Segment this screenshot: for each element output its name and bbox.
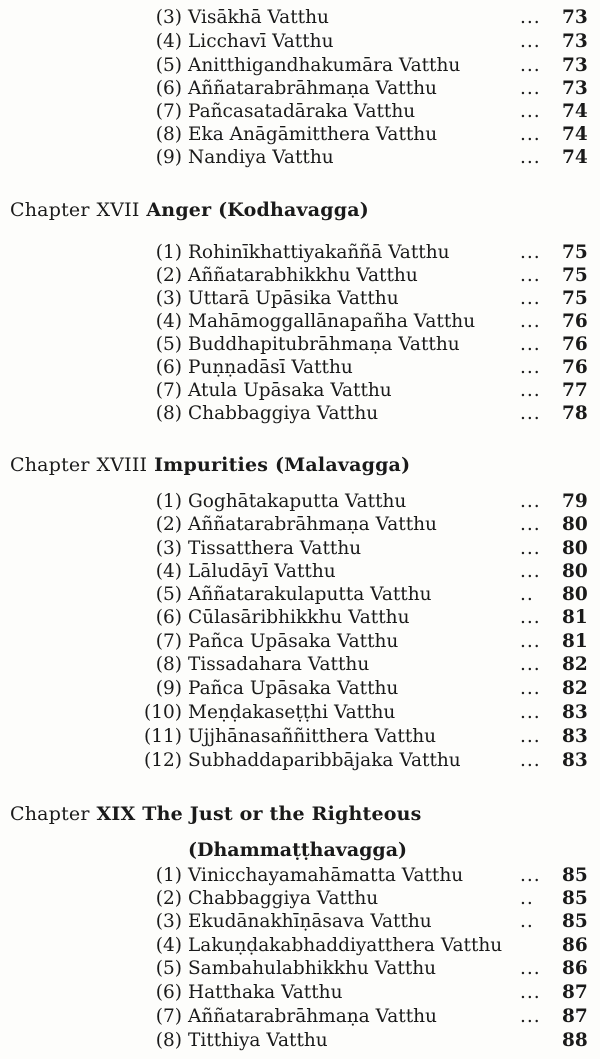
toc-entry <box>0 630 600 653</box>
entry-title: Ekudānakhīṇāsava Vatthu <box>188 911 432 932</box>
entry-title: Meṇḍakaseṭṭhi Vatthu <box>188 702 396 723</box>
entry-title: Rohinīkhattiyakaññā Vatthu <box>188 242 450 263</box>
entry-number: (7) <box>155 101 182 122</box>
entry-title: Sambahulabhikkhu Vatthu <box>188 958 437 979</box>
entry-title: Pañcasatadāraka Vatthu <box>188 101 416 122</box>
entry-number: (5) <box>155 584 182 605</box>
entry-number: (9) <box>155 678 182 699</box>
toc-entry <box>0 864 600 887</box>
toc-entry <box>0 583 600 606</box>
entry-title: Buddhapitubrāhmaṇa Vatthu <box>188 334 460 355</box>
toc-entry <box>0 1029 600 1052</box>
toc-entry <box>0 287 600 310</box>
page-number: 73 <box>562 7 588 28</box>
entry-number: (6) <box>155 982 182 1003</box>
entry-title: Visākhā Vatthu <box>188 7 329 28</box>
entry-title: Cūlasāribhikkhu Vatthu <box>188 607 410 628</box>
entry-title: Atula Upāsaka Vatthu <box>188 380 392 401</box>
toc-entry <box>0 100 600 123</box>
page-number: 74 <box>562 147 588 168</box>
page-number: 75 <box>562 242 588 263</box>
toc-entry <box>0 77 600 100</box>
page-number: 86 <box>562 935 588 956</box>
leader-dots: ... <box>520 311 541 332</box>
page-number: 87 <box>562 982 588 1003</box>
entry-number: (2) <box>155 514 182 535</box>
toc-entry <box>0 310 600 333</box>
leader-dots: .. <box>520 911 534 932</box>
entry-title: Lāludāyī Vatthu <box>188 561 336 582</box>
entry-number: (7) <box>155 380 182 401</box>
page-number: 88 <box>562 1030 588 1051</box>
toc-entry <box>0 54 600 77</box>
entry-number: (6) <box>155 607 182 628</box>
entry-number: (7) <box>155 1006 182 1027</box>
page-number: 76 <box>562 311 588 332</box>
entry-title: Hatthaka Vatthu <box>188 982 343 1003</box>
entry-number: (4) <box>155 31 182 52</box>
page-number: 85 <box>562 888 588 909</box>
entry-number: (6) <box>155 78 182 99</box>
toc-entry <box>0 677 600 700</box>
entry-title: Aññatarakulaputta Vatthu <box>188 584 432 605</box>
entry-number: (2) <box>155 265 182 286</box>
entry-title: Chabbaggiya Vatthu <box>188 888 379 909</box>
entry-title: Tissadahara Vatthu <box>188 654 370 675</box>
entry-number: (2) <box>155 888 182 909</box>
leader-dots: ... <box>520 491 541 512</box>
entry-number: (3) <box>155 7 182 28</box>
entry-number: (1) <box>155 865 182 886</box>
entry-title: Chabbaggiya Vatthu <box>188 403 379 424</box>
leader-dots: ... <box>520 865 541 886</box>
leader-dots: ... <box>520 750 541 771</box>
toc-entry <box>0 537 600 560</box>
page-number: 83 <box>562 726 588 747</box>
leader-dots: ... <box>520 55 541 76</box>
leader-dots: ... <box>520 7 541 28</box>
leader-dots: ... <box>520 265 541 286</box>
chapter-prefix: Chapter <box>10 199 90 221</box>
chapter-number: XIX <box>96 803 136 825</box>
chapter-prefix: Chapter <box>10 454 90 476</box>
chapter-title: The Just or the Righteous <box>142 803 422 825</box>
leader-dots: ... <box>520 403 541 424</box>
entry-title: Anitthigandhakumāra Vatthu <box>188 55 461 76</box>
chapter-prefix: Chapter <box>10 803 90 825</box>
toc-entry <box>0 30 600 53</box>
toc-entry <box>0 379 600 402</box>
leader-dots: ... <box>520 514 541 535</box>
entry-number: (1) <box>155 491 182 512</box>
entry-number: (9) <box>155 147 182 168</box>
toc-entry <box>0 725 600 748</box>
page-number: 74 <box>562 101 588 122</box>
page-number: 76 <box>562 357 588 378</box>
page-number: 78 <box>562 403 588 424</box>
toc-entry <box>0 333 600 356</box>
toc-entry <box>0 749 600 772</box>
leader-dots: ... <box>520 958 541 979</box>
entry-title: Goghātakaputta Vatthu <box>188 491 407 512</box>
chapter-number: XVIII <box>96 454 148 476</box>
entry-title: Pañca Upāsaka Vatthu <box>188 678 399 699</box>
toc-entry <box>0 146 600 169</box>
entry-title: Tissatthera Vatthu <box>188 538 362 559</box>
chapter-number: XVII <box>96 199 140 221</box>
page-number: 73 <box>562 78 588 99</box>
entry-title: Aññatarabrāhmaṇa Vatthu <box>188 1006 437 1027</box>
leader-dots: ... <box>520 31 541 52</box>
page-number: 74 <box>562 124 588 145</box>
page-number: 75 <box>562 265 588 286</box>
leader-dots: ... <box>520 101 541 122</box>
entry-title: Aññatarabhikkhu Vatthu <box>188 265 418 286</box>
page-number: 80 <box>562 584 588 605</box>
page-number: 79 <box>562 491 588 512</box>
page-number: 73 <box>562 31 588 52</box>
leader-dots: ... <box>520 147 541 168</box>
toc-entry <box>0 123 600 146</box>
entry-number: (5) <box>155 958 182 979</box>
leader-dots: ... <box>520 607 541 628</box>
chapter-heading <box>10 199 369 221</box>
leader-dots: ... <box>520 78 541 99</box>
entry-number: (3) <box>155 288 182 309</box>
toc-entry <box>0 934 600 957</box>
toc-entry <box>0 701 600 724</box>
entry-number: (12) <box>144 750 182 771</box>
toc-entry <box>0 910 600 933</box>
entry-title: Puṇṇadāsī Vatthu <box>188 357 353 378</box>
page-number: 76 <box>562 334 588 355</box>
toc-entry <box>0 887 600 910</box>
entry-title: Subhaddaparibbājaka Vatthu <box>188 750 461 771</box>
page-number: 85 <box>562 865 588 886</box>
leader-dots: ... <box>520 654 541 675</box>
entry-number: (10) <box>144 702 182 723</box>
leader-dots: ... <box>520 561 541 582</box>
chapter-heading <box>10 803 422 825</box>
page-number: 83 <box>562 702 588 723</box>
page-number: 81 <box>562 607 588 628</box>
toc-entry <box>0 653 600 676</box>
page-number: 87 <box>562 1006 588 1027</box>
leader-dots: ... <box>520 334 541 355</box>
entry-title: Titthiya Vatthu <box>188 1030 328 1051</box>
toc-entry <box>0 264 600 287</box>
leader-dots: ... <box>520 982 541 1003</box>
entry-number: (11) <box>144 726 182 747</box>
page-number: 75 <box>562 288 588 309</box>
leader-dots: ... <box>520 242 541 263</box>
leader-dots: .. <box>520 584 534 605</box>
entry-number: (6) <box>155 357 182 378</box>
leader-dots: ... <box>520 678 541 699</box>
toc-entry <box>0 957 600 980</box>
entry-title: Mahāmoggallānapañha Vatthu <box>188 311 476 332</box>
entry-number: (8) <box>155 654 182 675</box>
entry-title: Aññatarabrāhmaṇa Vatthu <box>188 78 437 99</box>
entry-number: (4) <box>155 935 182 956</box>
entry-number: (4) <box>155 311 182 332</box>
leader-dots: ... <box>520 1006 541 1027</box>
toc-entry <box>0 402 600 425</box>
toc-entry <box>0 560 600 583</box>
entry-number: (8) <box>155 1030 182 1051</box>
chapter-title: Anger (Kodhavagga) <box>146 199 369 221</box>
toc-entry <box>0 513 600 536</box>
page-number: 81 <box>562 631 588 652</box>
toc-entry <box>0 490 600 513</box>
page-number: 80 <box>562 561 588 582</box>
entry-title: Ujjhānasaññitthera Vatthu <box>188 726 437 747</box>
chapter-title: Impurities (Malavagga) <box>154 454 411 476</box>
entry-title: Uttarā Upāsika Vatthu <box>188 288 399 309</box>
leader-dots: ... <box>520 380 541 401</box>
entry-title: Pañca Upāsaka Vatthu <box>188 631 399 652</box>
leader-dots: ... <box>520 726 541 747</box>
chapter-heading <box>10 454 410 476</box>
leader-dots: ... <box>520 288 541 309</box>
entry-title: Vinicchayamahāmatta Vatthu <box>188 865 464 886</box>
toc-entry <box>0 6 600 29</box>
leader-dots: ... <box>520 124 541 145</box>
entry-number: (1) <box>155 242 182 263</box>
leader-dots: ... <box>520 631 541 652</box>
entry-title: Lakuṇḍakabhaddiyatthera Vatthu <box>188 935 503 956</box>
entry-number: (3) <box>155 538 182 559</box>
toc-entry <box>0 981 600 1004</box>
entry-number: (4) <box>155 561 182 582</box>
page-number: 85 <box>562 911 588 932</box>
page-number: 80 <box>562 538 588 559</box>
entry-title: Licchavī Vatthu <box>188 31 334 52</box>
page-number: 82 <box>562 678 588 699</box>
page-number: 86 <box>562 958 588 979</box>
toc-entry <box>0 606 600 629</box>
page-number: 73 <box>562 55 588 76</box>
entry-number: (8) <box>155 124 182 145</box>
entry-number: (5) <box>155 55 182 76</box>
entry-title: Aññatarabrāhmaṇa Vatthu <box>188 514 437 535</box>
page-number: 82 <box>562 654 588 675</box>
page-number: 83 <box>562 750 588 771</box>
entry-number: (5) <box>155 334 182 355</box>
entry-number: (7) <box>155 631 182 652</box>
page-number: 77 <box>562 380 588 401</box>
leader-dots: ... <box>520 538 541 559</box>
entry-number: (8) <box>155 403 182 424</box>
leader-dots: ... <box>520 357 541 378</box>
leader-dots: ... <box>520 702 541 723</box>
leader-dots: .. <box>520 888 534 909</box>
entry-title: Nandiya Vatthu <box>188 147 334 168</box>
chapter-subtitle: (Dhammaṭṭhavagga) <box>188 839 408 861</box>
toc-entry <box>0 356 600 379</box>
entry-number: (3) <box>155 911 182 932</box>
toc-entry <box>0 241 600 264</box>
toc-entry <box>0 1005 600 1028</box>
entry-title: Eka Anāgāmitthera Vatthu <box>188 124 438 145</box>
page-number: 80 <box>562 514 588 535</box>
